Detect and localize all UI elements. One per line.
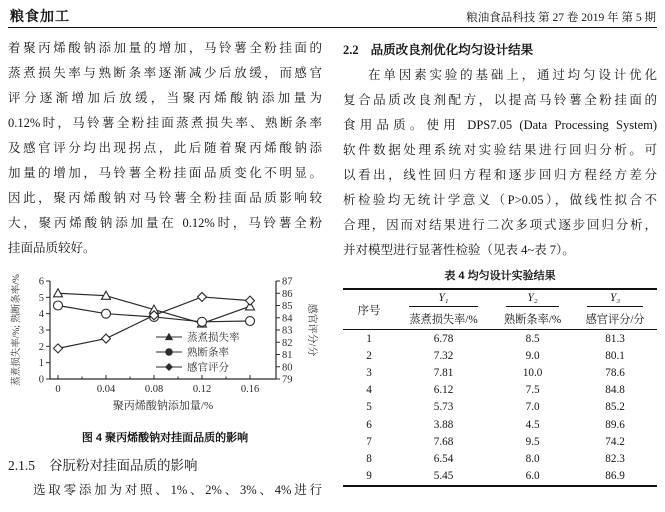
right-column <box>343 36 657 487</box>
text-line: 合理，因而对结果进行二次多项式逐步回归分析， <box>343 218 657 232</box>
table-cell: 5 <box>366 401 372 414</box>
table-cell: 3 <box>366 366 372 379</box>
table-cell: 74.2 <box>605 435 625 448</box>
table-subheader-sensory-score: 感官评分/分 <box>573 309 657 330</box>
text-line: 选取零添加为对照、1%、2%、3%、4%进行 <box>33 483 322 497</box>
text-line: 软件数据处理系统对实验结果进行回归分析。可 <box>343 143 657 157</box>
table-header-y1-symbol: Y₁ <box>409 292 478 307</box>
table-cell: 6 <box>366 418 372 431</box>
table-row <box>343 382 657 399</box>
table-header-y3 <box>573 289 657 309</box>
svg-text:80: 80 <box>282 362 293 374</box>
table-cell: 81.3 <box>605 332 625 345</box>
table-cell: 10.0 <box>522 366 543 379</box>
text-line: 析检验均无统计学意义（P>0.05），做线性拟合不 <box>343 193 657 207</box>
svg-text:0: 0 <box>38 374 44 386</box>
table-4-title: 表 4 均匀设计实验结果 <box>444 270 556 282</box>
svg-text:4: 4 <box>38 309 44 321</box>
table-cell: 6.0 <box>525 470 540 483</box>
table-cell: 5.73 <box>433 401 454 414</box>
running-head-section: 粮食加工 <box>10 8 70 24</box>
table-4 <box>343 288 657 487</box>
table-subheader-broken-rate: 熟断条率/% <box>492 309 573 330</box>
table-row <box>343 347 657 364</box>
figure-4-line-chart <box>8 271 320 423</box>
table-cell: 6.78 <box>433 332 454 345</box>
table-cell: 7.5 <box>525 384 540 397</box>
svg-text:感官评分: 感官评分 <box>187 362 229 374</box>
table-cell: 8.0 <box>525 452 540 465</box>
text-line: 挂面品质较好。 <box>8 241 96 255</box>
text-line: 食用品质。使用 DPS7.05 (Data Processing System) <box>343 118 657 132</box>
table-cell: 86.9 <box>605 470 625 483</box>
svg-text:蒸煮损失率: 蒸煮损失率 <box>187 332 240 344</box>
svg-text:蒸煮损失率/%; 熟断条率/%: 蒸煮损失率/%; 熟断条率/% <box>12 274 22 386</box>
table-cell: 9.0 <box>525 349 540 362</box>
table-cell: 7 <box>366 435 372 448</box>
section-heading-2-1-5 <box>8 454 322 478</box>
table-row <box>343 468 657 486</box>
table-row <box>343 330 657 348</box>
table-cell: 7.32 <box>433 349 454 362</box>
svg-text:0.16: 0.16 <box>240 384 260 395</box>
table-row <box>343 399 657 416</box>
table-cell: 78.6 <box>605 366 625 379</box>
text-line: 大，聚丙烯酸钠添加量在 0.12%时，马铃薯全粉 <box>8 216 322 230</box>
table-header-serial: 序号 <box>343 289 395 330</box>
figure-caption: 图 4 聚丙烯酸钠对挂面品质的影响 <box>81 432 249 444</box>
header-divider <box>8 27 657 28</box>
svg-text:0.12: 0.12 <box>192 384 212 395</box>
svg-text:2: 2 <box>38 341 44 353</box>
table-4-body <box>343 330 657 486</box>
svg-text:5: 5 <box>38 292 44 304</box>
svg-text:81: 81 <box>282 350 293 361</box>
text-line: 以看出，线性回归方程和逐步回归方程经方差分 <box>343 168 657 182</box>
table-cell: 7.68 <box>433 435 454 448</box>
table-row <box>343 416 657 433</box>
table-cell: 3.88 <box>433 418 454 431</box>
table-cell: 5.45 <box>433 470 454 483</box>
text-line: 并对模型进行显著性检验（见表 4~表 7）。 <box>343 243 575 257</box>
svg-text:聚丙烯酸钠添加量/%: 聚丙烯酸钠添加量/% <box>112 400 214 412</box>
table-cell: 6.12 <box>433 384 454 397</box>
table-subheader-cooking-loss: 蒸煮损失率/% <box>395 309 492 330</box>
svg-text:6: 6 <box>38 276 44 288</box>
table-cell: 85.2 <box>605 401 625 414</box>
table-row <box>343 450 657 467</box>
table-cell: 9.5 <box>525 435 540 448</box>
table-cell: 82.3 <box>605 452 625 465</box>
text-line: 蒸煮损失率与熟断条率逐渐减少后放缓，而感官 <box>8 66 322 80</box>
table-row <box>343 364 657 381</box>
section-title: 品质改良剂优化均匀设计结果 <box>370 43 534 57</box>
table-cell: 7.0 <box>525 401 540 414</box>
table-cell: 6.54 <box>433 452 454 465</box>
table-cell: 84.8 <box>605 384 625 397</box>
table-row <box>343 433 657 450</box>
table-cell: 8.5 <box>525 332 540 345</box>
svg-text:0.04: 0.04 <box>96 384 116 395</box>
text-line: 着聚丙烯酸钠添加量的增加，马铃薯全粉挂面的 <box>8 41 322 55</box>
svg-text:82: 82 <box>282 337 293 349</box>
table-cell: 89.6 <box>605 418 625 431</box>
section-heading-2-2 <box>343 38 657 63</box>
paragraph-gluten-intro <box>8 478 322 503</box>
table-cell: 7.81 <box>433 366 454 379</box>
text-line: 因此，聚丙烯酸钠对马铃薯全粉挂面品质影响较 <box>8 191 322 205</box>
table-cell: 2 <box>366 349 372 362</box>
table-header-y2-symbol: Y₂ <box>506 292 559 307</box>
section-title: 谷朊粉对挂面品质的影响 <box>49 458 198 473</box>
paragraph-uniform-design <box>343 63 657 263</box>
svg-text:87: 87 <box>282 276 293 288</box>
text-line: 在单因素实验的基础上，通过均匀设计优化 <box>368 68 657 82</box>
text-line: 复合品质改良剂配方，以提高马铃薯全粉挂面的 <box>343 93 657 107</box>
table-header-y3-symbol: Y₃ <box>587 292 643 307</box>
table-cell: 4 <box>366 384 372 397</box>
svg-text:3: 3 <box>38 325 44 337</box>
table-4-header <box>343 289 657 330</box>
section-number: 2.1.5 <box>8 458 35 473</box>
svg-text:熟断条率: 熟断条率 <box>187 347 229 359</box>
svg-text:83: 83 <box>282 325 293 337</box>
table-header-y2 <box>492 289 573 309</box>
table-cell: 8 <box>366 452 372 465</box>
svg-text:85: 85 <box>282 301 293 312</box>
section-number: 2.2 <box>343 43 359 57</box>
text-line: 0.12%时，马铃薯全粉挂面蒸煮损失率、熟断条率 <box>8 116 322 130</box>
table-cell: 1 <box>366 332 372 345</box>
svg-text:0.08: 0.08 <box>144 384 164 395</box>
text-line: 及感官评分均出现拐点，此后随着聚丙烯酸钠添 <box>8 141 322 155</box>
svg-text:1: 1 <box>38 358 44 370</box>
svg-text:79: 79 <box>282 374 293 386</box>
table-cell: 80.1 <box>605 349 625 362</box>
left-column <box>8 36 322 503</box>
svg-text:感官评分/分: 感官评分/分 <box>306 303 317 357</box>
figure-4 <box>8 271 322 428</box>
text-line: 加量的增加，马铃薯全粉挂面品质变化不明显。 <box>8 166 322 180</box>
svg-text:0: 0 <box>55 384 61 395</box>
svg-text:86: 86 <box>282 288 293 300</box>
svg-text:84: 84 <box>282 313 293 325</box>
table-cell: 4.5 <box>525 418 540 431</box>
running-head-journal-issue: 粮油食品科技 第 27 卷 2019 年 第 5 期 <box>466 12 656 24</box>
table-cell: 9 <box>366 470 372 483</box>
paragraph-polyacrylate-discussion <box>8 36 322 261</box>
table-header-y1 <box>395 289 492 309</box>
text-line: 评分逐渐增加后放缓，当聚丙烯酸钠添加量为 <box>8 91 322 105</box>
